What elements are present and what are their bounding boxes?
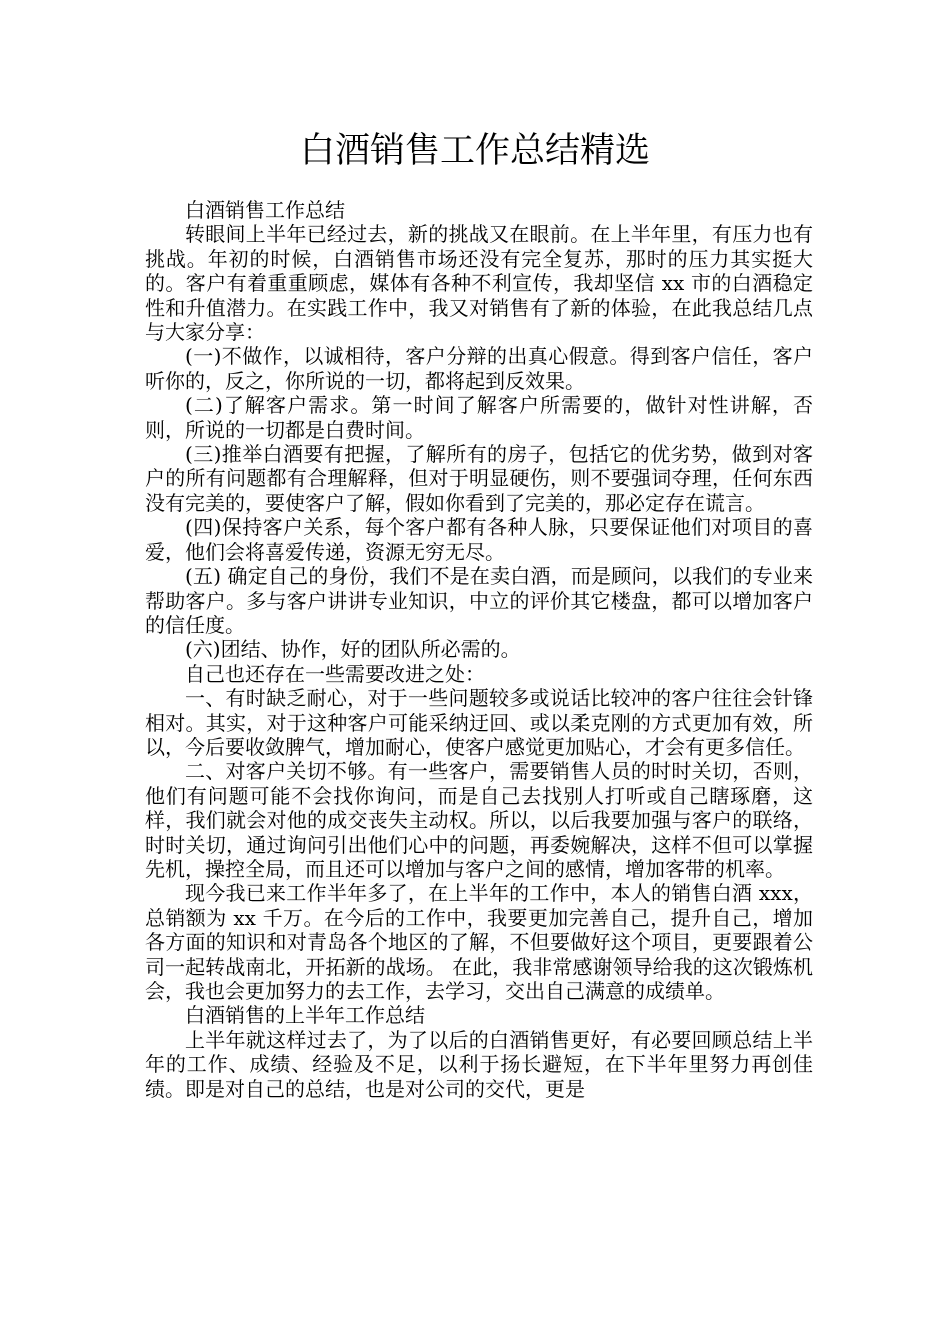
list-item: (一)不做作，以诚相待，客户分辩的出真心假意。得到客户信任，客户听你的，反之，你所说的一切，都将起到反效果。 — [145, 344, 813, 393]
paragraph: 一、有时缺乏耐心，对于一些问题较多或说话比较冲的客户往往会针锋相对。其实，对于这种客户可能采纳迂回、或以柔克刚的方式更加有效，所以，今后要收敛脾气，增加耐心，使客户感觉更加贴心，才会有更多信任。 — [145, 686, 813, 759]
paragraph: 上半年就这样过去了，为了以后的白酒销售更好，有必要回顾总结上半年的工作、成绩、经验及不足，以利于扬长避短，在下半年里努力再创佳绩。即是对自己的总结，也是对公司的交代，更是 — [145, 1027, 813, 1101]
paragraph: 二、对客户关切不够。有一些客户，需要销售人员的时时关切，否则，他们有问题可能不会找你询问，而是自己去找别人打听或自己瞎琢磨，这样，我们就会对他的成交丧失主动权。所以，以后我要加强与客户的联络，时时关切，通过询问引出他们心中的问题，再委婉解决，这样不但可以掌握先机，操控全局，而且还可以增加与客户之间的感情，增加客带的机率。 — [145, 759, 813, 881]
list-item: (六)团结、协作，好的团队所必需的。 — [185, 637, 521, 662]
paragraph: 转眼间上半年已经过去，新的挑战又在眼前。在上半年里，有压力也有挑战。年初的时候，白酒销售市场还没有完全复苏，那时的压力其实挺大的。客户有着重重顾虑，媒体有各种不利宣传，我却坚信 xx 市的白酒稳定性和升值潜力。在实践工作中，我又对销售有了新的体验，在此我总结几点与大家分享： — [145, 222, 813, 345]
paragraph: 自己也还存在一些需要改进之处： — [185, 661, 485, 686]
list-item: (五) 确定自己的身份，我们不是在卖白酒，而是顾问，以我们的专业来帮助客户。多与客户讲讲专业知识，中立的评价其它楼盘，都可以增加客户的信任度。 — [145, 564, 813, 637]
section-heading: 白酒销售工作总结 — [185, 198, 345, 222]
list-item: (四)保持客户关系，每个客户都有各种人脉，只要保证他们对项目的喜爱，他们会将喜爱传递，资源无穷无尽。 — [145, 515, 813, 564]
section-heading: 白酒销售的上半年工作总结 — [185, 1003, 425, 1028]
list-item: (二)了解客户需求。第一时间了解客户所需要的，做针对性讲解，否则，所说的一切都是白费时间。 — [145, 393, 813, 442]
document-body — [145, 198, 813, 1101]
page-title: 白酒销售工作总结精选 — [299, 131, 650, 171]
paragraph: 现今我已来工作半年多了，在上半年的工作中，本人的销售白酒 xxx，总销额为 xx 千万。在今后的工作中，我要更加完善自己，提升自己，增加各方面的知识和对青岛各个地区的了解，不但要做好这个项目，更要跟着公司一起转战南北，开拓新的战场。 在此，我非常感谢领导给我的这次锻炼机会，我也会更加努力的去工作，去学习，交出自己满意的成绩单。 — [145, 881, 813, 1003]
list-item: (三)推举白酒要有把握，了解所有的房子，包括它的优劣势，做到对客户的所有问题都有合理解释，但对于明显硬伤，则不要强词夺理，任何东西没有完美的，要使客户了解，假如你看到了完美的，那必定存在谎言。 — [145, 442, 813, 515]
